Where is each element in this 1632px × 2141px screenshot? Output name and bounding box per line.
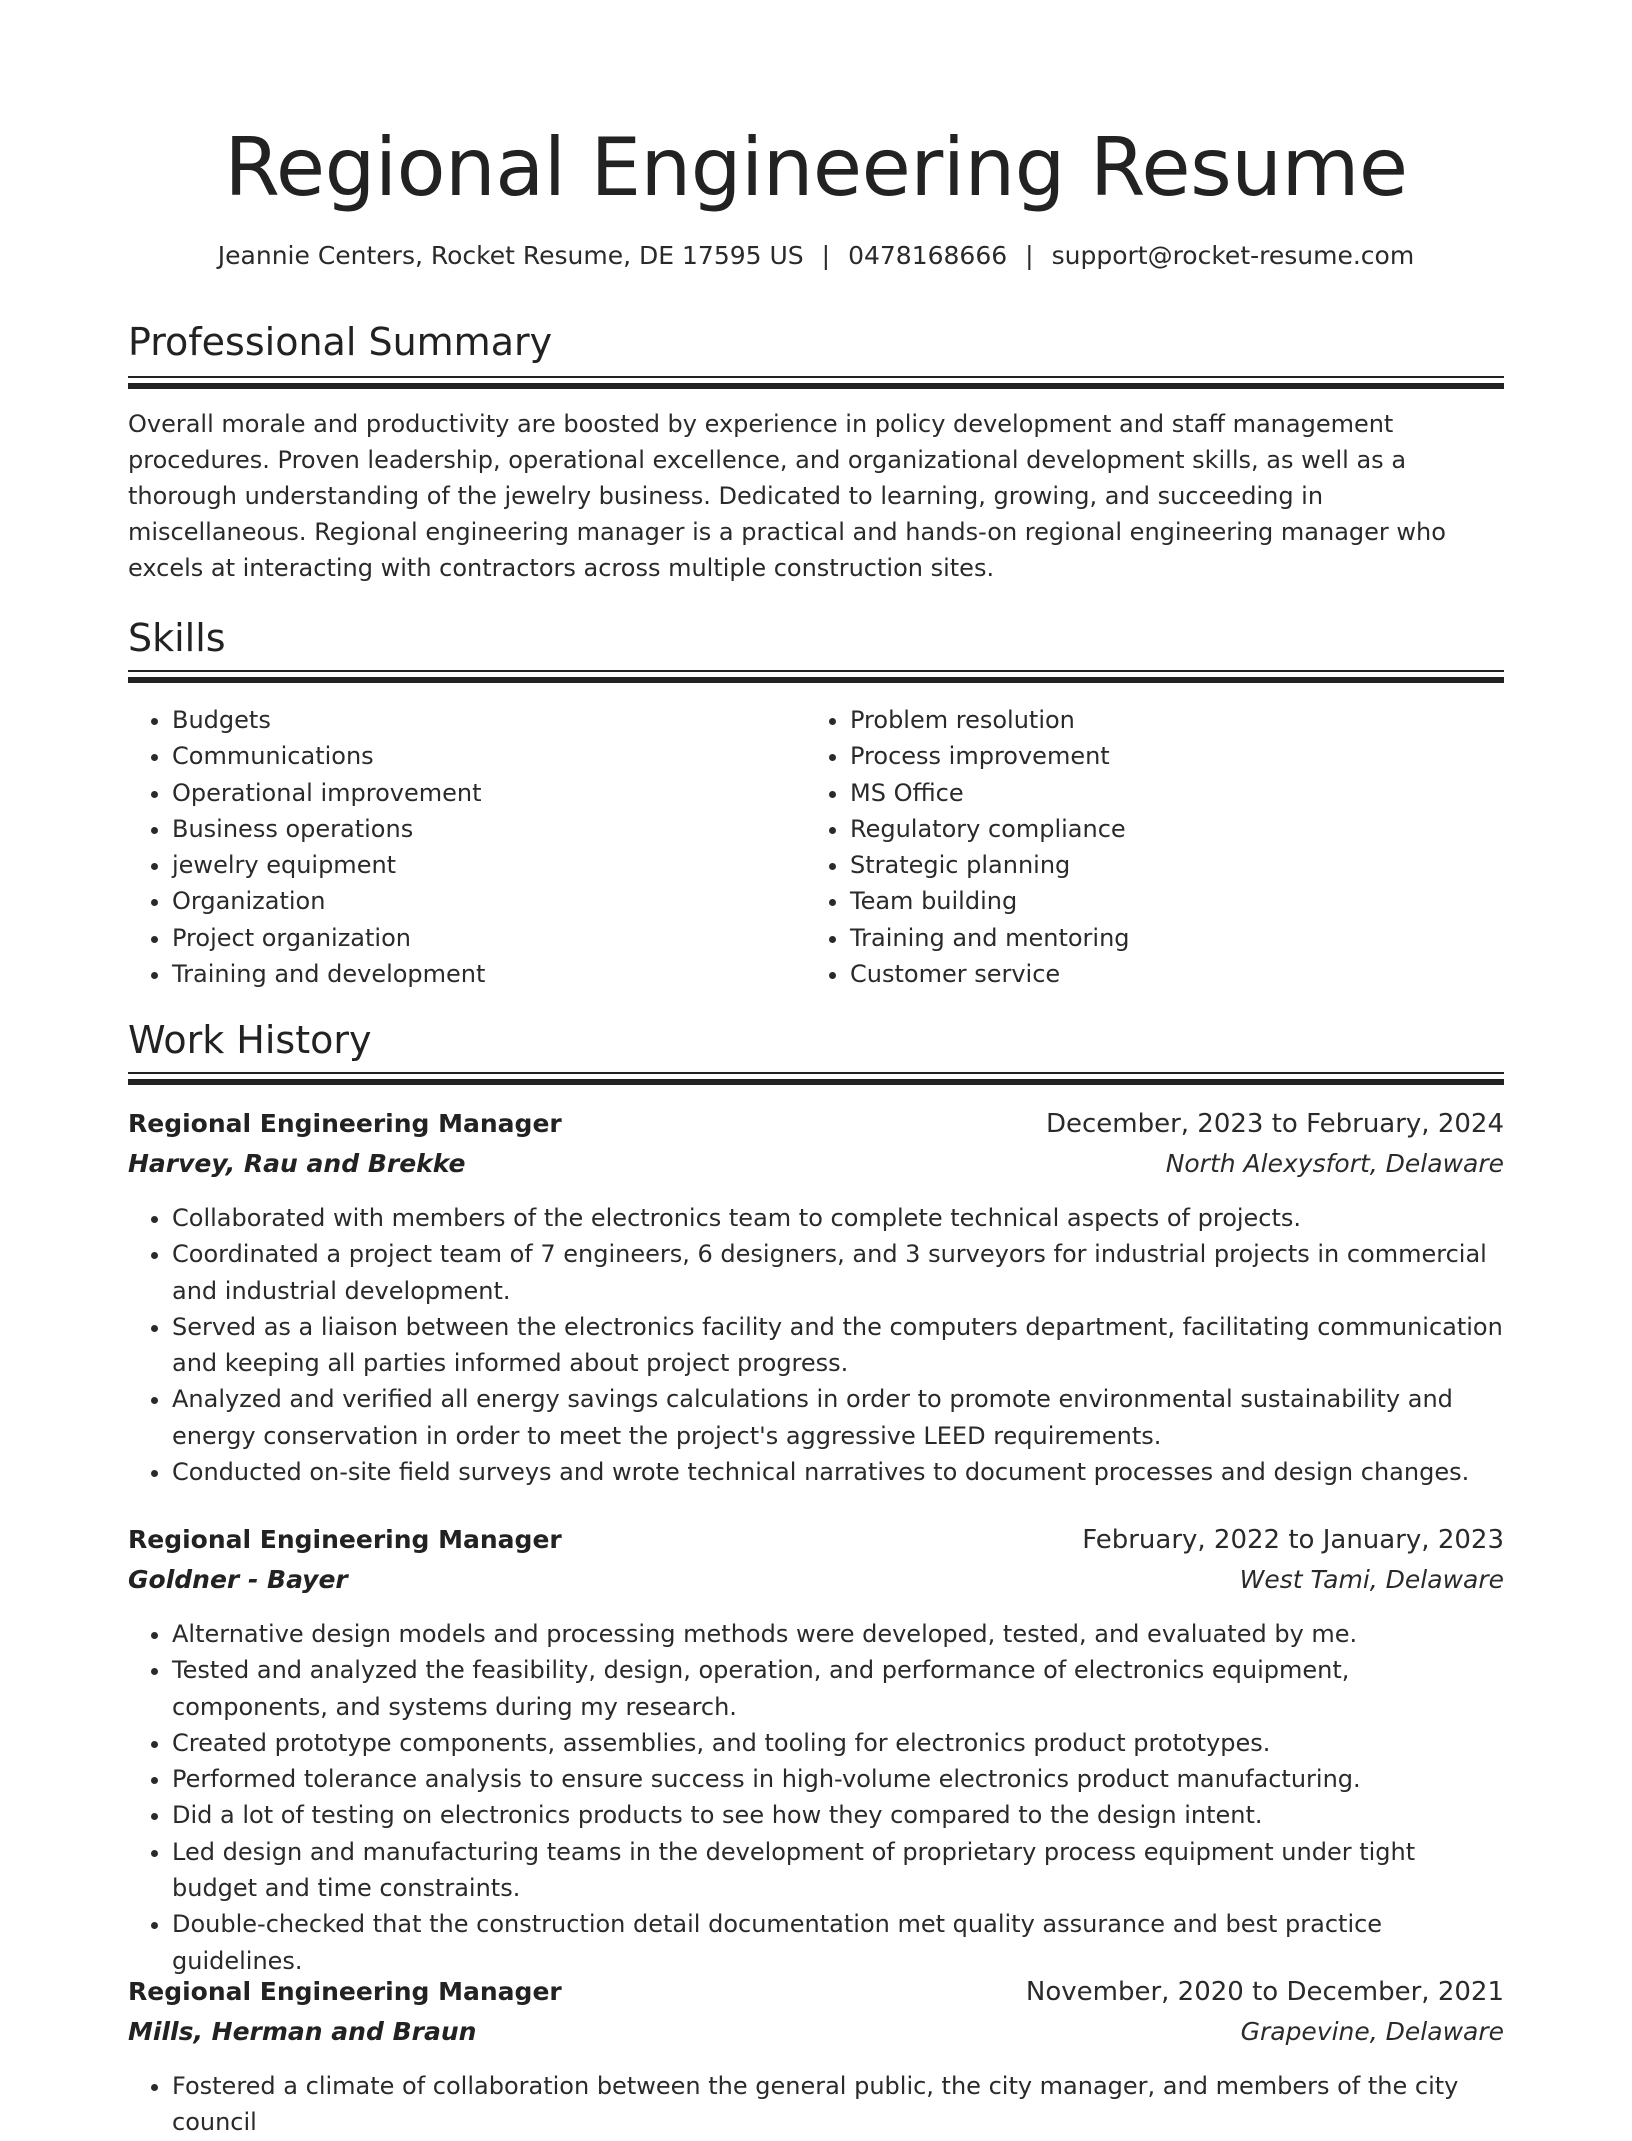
skill-item: • jewelry equipment bbox=[172, 847, 772, 883]
job-bullet: • Conducted on-site field surveys and wrote technical narratives to document processes and design changes. bbox=[172, 1454, 1504, 1490]
job-bullet: • Coordinated a project team of 7 engineers, 6 designers, and 3 surveyors for industrial projects in commercial and industrial development. bbox=[172, 1236, 1504, 1309]
job-bullet: • Analyzed and verified all energy savings calculations in order to promote environmental sustainability and energy conservation in order to meet the project's aggressive LEED requirements. bbox=[172, 1381, 1504, 1454]
section-heading-work-history: Work History bbox=[128, 1018, 372, 1062]
job-bullet: • Fostered a climate of collaboration between the general public, the city manager, and members of the city council bbox=[172, 2068, 1504, 2141]
job-location: Grapevine, Delaware bbox=[1240, 2017, 1504, 2046]
job-company: Harvey, Rau and Brekke bbox=[128, 1149, 466, 1178]
section-divider bbox=[128, 376, 1504, 389]
skill-item: • Strategic planning bbox=[850, 847, 1490, 883]
skill-item: • Problem resolution bbox=[850, 702, 1490, 738]
skill-item: • Training and development bbox=[172, 956, 772, 992]
contact-separator: | bbox=[1025, 241, 1034, 270]
job-bullet-list bbox=[128, 1616, 1504, 1979]
contact-separator: | bbox=[821, 241, 831, 270]
skill-item: • Business operations bbox=[172, 811, 772, 847]
job-bullet: • Served as a liaison between the electronics facility and the computers department, facilitating communication and keeping all parties informed about project progress. bbox=[172, 1309, 1504, 1382]
job-company: Goldner - Bayer bbox=[128, 1565, 348, 1594]
job-dates: November, 2020 to December, 2021 bbox=[1025, 1977, 1504, 2007]
skill-item: • MS Office bbox=[850, 775, 1490, 811]
job-company: Mills, Herman and Braun bbox=[128, 2017, 477, 2046]
skill-item: • Customer service bbox=[850, 956, 1490, 992]
contact-line bbox=[0, 238, 1632, 274]
job-bullet: • Collaborated with members of the electronics team to complete technical aspects of projects. bbox=[172, 1200, 1504, 1236]
skill-item: • Organization bbox=[172, 883, 772, 919]
job-dates: December, 2023 to February, 2024 bbox=[1045, 1109, 1504, 1139]
skills-list-left bbox=[128, 702, 772, 992]
job-bullet: • Did a lot of testing on electronics products to see how they compared to the design intent. bbox=[172, 1797, 1504, 1833]
job-bullet: • Alternative design models and processing methods were developed, tested, and evaluated by me. bbox=[172, 1616, 1504, 1652]
job-location: West Tami, Delaware bbox=[1239, 1565, 1504, 1594]
contact-email[interactable]: support@rocket-resume.com bbox=[1051, 241, 1415, 270]
skills-list-right bbox=[806, 702, 1490, 992]
summary-text: Overall morale and productivity are boosted by experience in policy development and staff management procedures. Proven leadership, operational excellence, and organizational development skills, as well as a thorough understanding of the jewelry business. Dedicated to learning, growing, and succeeding in miscellaneous. Regional engineering manager is a practical and hands-on regional engineering manager who excels at interacting with contractors across multiple construction sites. bbox=[128, 410, 1446, 582]
skill-item: • Project organization bbox=[172, 920, 772, 956]
skill-item: • Budgets bbox=[172, 702, 772, 738]
skill-item: • Regulatory compliance bbox=[850, 811, 1490, 847]
job-bullet: • Tested and analyzed the feasibility, design, operation, and performance of electronics equipment, components, and systems during my research. bbox=[172, 1652, 1504, 1725]
section-heading-summary: Professional Summary bbox=[128, 320, 553, 364]
skill-item: • Communications bbox=[172, 738, 772, 774]
skill-item: • Training and mentoring bbox=[850, 920, 1490, 956]
job-bullet: • Double-checked that the construction detail documentation met quality assurance and best practice guidelines. bbox=[172, 1906, 1504, 1979]
job-bullet: • Led design and manufacturing teams in the development of proprietary process equipment under tight budget and time constraints. bbox=[172, 1834, 1504, 1907]
job-title: Regional Engineering Manager bbox=[128, 1109, 562, 1138]
job-bullet-list bbox=[128, 2068, 1504, 2141]
skill-item: • Operational improvement bbox=[172, 775, 772, 811]
job-bullet-list bbox=[128, 1200, 1504, 1490]
job-location: North Alexysfort, Delaware bbox=[1165, 1149, 1504, 1178]
skill-item: • Team building bbox=[850, 883, 1490, 919]
skill-item: • Process improvement bbox=[850, 738, 1490, 774]
resume-title: Regional Engineering Resume bbox=[224, 121, 1408, 214]
job-bullet: • Created prototype components, assemblies, and tooling for electronics product prototypes. bbox=[172, 1725, 1504, 1761]
job-dates: February, 2022 to January, 2023 bbox=[1082, 1525, 1504, 1555]
job-bullet: • Performed tolerance analysis to ensure success in high-volume electronics product manufacturing. bbox=[172, 1761, 1504, 1797]
contact-phone: 0478168666 bbox=[848, 241, 1008, 270]
section-heading-skills: Skills bbox=[128, 616, 226, 660]
contact-address: Jeannie Centers, Rocket Resume, DE 17595 US bbox=[217, 241, 804, 270]
job-title: Regional Engineering Manager bbox=[128, 1977, 562, 2006]
section-divider bbox=[128, 670, 1504, 683]
job-title: Regional Engineering Manager bbox=[128, 1525, 562, 1554]
section-divider bbox=[128, 1072, 1504, 1085]
